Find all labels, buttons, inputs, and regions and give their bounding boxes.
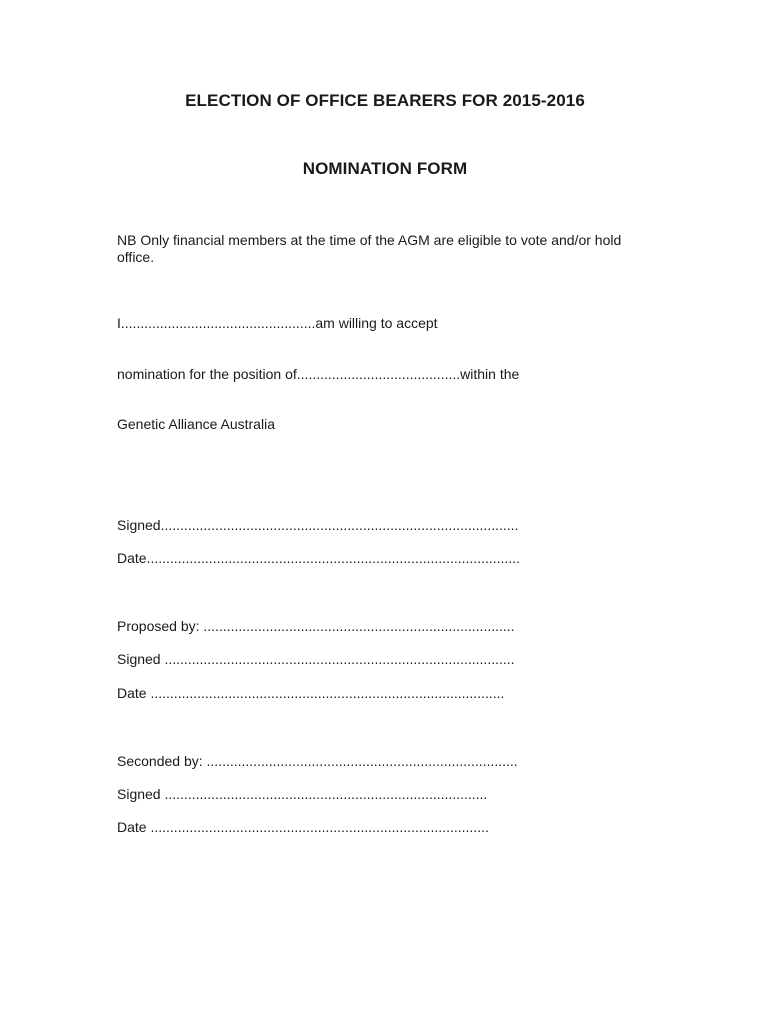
organisation-name: Genetic Alliance Australia	[117, 416, 275, 432]
nominee-name-line: I..................................................am willing to accept	[117, 315, 438, 331]
seconder-date-line: Date .......................................................................................	[117, 819, 489, 835]
document-title: ELECTION OF OFFICE BEARERS FOR 2015-2016	[185, 91, 585, 110]
proposer-signed-line: Signed ..........................................................................................	[117, 651, 515, 667]
proposed-by-line: Proposed by: ................................................................................	[117, 618, 515, 634]
seconder-signed-line: Signed ...................................................................................	[117, 786, 488, 802]
position-line: nomination for the position of..........................................within the	[117, 366, 520, 382]
proposer-date-line: Date ...........................................................................................	[117, 685, 505, 701]
nominee-signed-line: Signed............................................................................................	[117, 517, 519, 533]
seconded-by-line: Seconded by: ................................................................................	[117, 753, 518, 769]
form-subtitle: NOMINATION FORM	[302, 159, 468, 178]
eligibility-note: NB Only financial members at the time of the AGM are eligible to vote and/or hold office.	[117, 232, 622, 265]
nominee-date-line: Date................................................................................................	[117, 550, 520, 566]
